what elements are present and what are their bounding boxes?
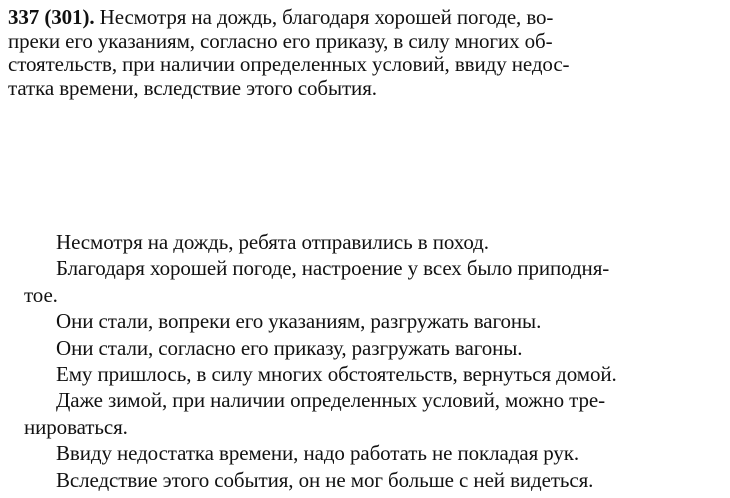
exercise-task [8,6,676,100]
exercise-line: стоятельств, при наличии определенных условий, ввиду недос- [8,52,570,76]
answer-line: Ввиду недостатка времени, надо работать не покладая рук. [56,441,580,466]
answer-line: Несмотря на дождь, ребята отправились в поход. [56,230,489,254]
answer-sentences [24,229,684,493]
exercise-number: 337 (301). [8,5,95,29]
answer-line: Они стали, вопреки его указаниям, разгружать вагоны. [56,309,542,334]
answer-line: Даже зимой, при наличии определенных условий, можно тре- [56,388,606,413]
exercise-text: Несмотря на дождь, благодаря хорошей погоде, во- [94,5,554,29]
answer-line: Вследствие этого события, он не мог больше с ней видеться. [56,467,594,492]
exercise-line [8,6,676,30]
answer-line: Ему пришлось, в силу многих обстоятельств, вернуться домой. [56,362,617,387]
answer-line-continuation: тое. [24,282,58,307]
exercise-line: преки его указаниям, согласно его приказу, в силу многих об- [8,28,553,53]
answer-line-continuation: нироваться. [24,414,128,439]
answer-line: Они стали, согласно его приказу, разгружать вагоны. [56,335,523,360]
answer-line: Благодаря хорошей погоде, настроение у всех было приподня- [56,256,610,281]
exercise-line: татка времени, вследствие этого события. [8,75,377,100]
